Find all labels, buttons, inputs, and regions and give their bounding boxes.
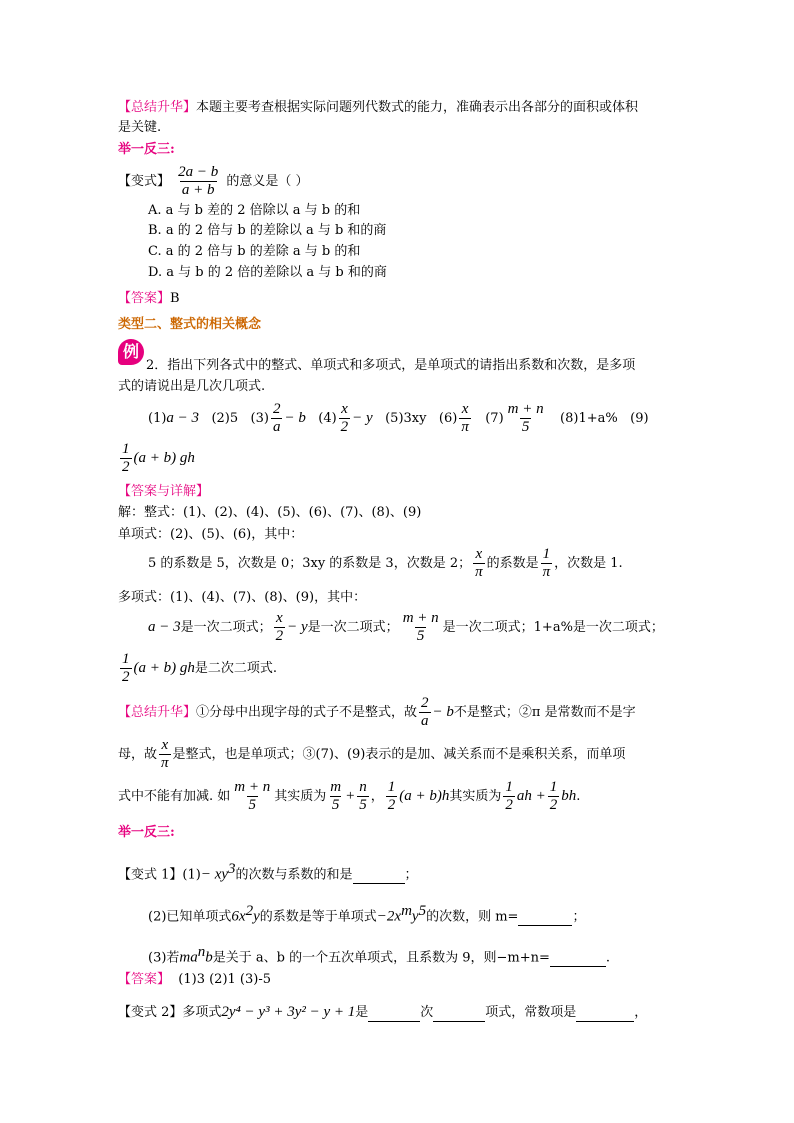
variant1-q3-text-b: 是关于 a、b 的一个五次单项式，且系数为 9，则−m+n= bbox=[212, 950, 550, 966]
item-1-index: (1) bbox=[148, 411, 167, 426]
sol-l5-frac: $\frac{x}{2}$ bbox=[275, 610, 284, 644]
summary2-t2a: 母，故 bbox=[118, 747, 158, 762]
variant1-q1-end: ； bbox=[404, 867, 418, 883]
variant-fraction: $\frac{2a - b}{a + b}$ bbox=[178, 164, 219, 198]
variant-question bbox=[118, 164, 309, 199]
summary2-t3g: ah + bbox=[516, 788, 546, 804]
variant1-q2 bbox=[148, 902, 585, 926]
summary-label: 【总结升华】 bbox=[118, 100, 197, 115]
variant2-text-a: 多项式 bbox=[182, 1005, 222, 1020]
summary2-frac8: $\frac{1}{2}$ bbox=[549, 779, 558, 813]
sol-l5-tail: − y bbox=[287, 619, 308, 635]
variant1-answer bbox=[118, 971, 271, 989]
option-a: A. a 与 b 差的 2 倍除以 a 与 b 的和 bbox=[148, 203, 361, 218]
item-9-index: (9) bbox=[630, 411, 649, 426]
summary2-frac4: $\frac{m}{5}$ bbox=[330, 779, 342, 813]
sol-l5-expr: a − 3 bbox=[148, 619, 181, 635]
summary2-frac2: $\frac{x}{\pi}$ bbox=[161, 737, 169, 771]
variant1-q1-index: (1) bbox=[182, 867, 201, 883]
option-b: B. a 的 2 倍与 b 的差除以 a 与 b 和的商 bbox=[148, 223, 387, 238]
sol-l6-expr: (a + b) gh bbox=[133, 660, 195, 676]
summary2-frac5: $\frac{n}{5}$ bbox=[359, 779, 367, 813]
variant2-text-e: ， bbox=[634, 1005, 648, 1020]
summary2-t3b: 其实质为 bbox=[274, 789, 327, 804]
item-7-index: (7) bbox=[485, 411, 504, 426]
item-6-index: (6) bbox=[438, 411, 458, 426]
item-1-expr: a − 3 bbox=[166, 410, 200, 426]
sol-l3-text-b: 的系数是 bbox=[486, 556, 539, 571]
variant1-q2-sup2: m bbox=[401, 903, 412, 919]
variant2-text-b: 是 bbox=[355, 1005, 369, 1020]
summary2-frac3: $\frac{m + n}{5}$ bbox=[234, 779, 271, 813]
variant2-question bbox=[118, 1003, 647, 1022]
item-4-frac: $\frac{x}{2}$ bbox=[340, 401, 349, 435]
type2-heading: 类型二、整式的相关概念 bbox=[118, 317, 262, 332]
practice-heading-2: 举一反三: bbox=[118, 825, 175, 840]
variant1-q2-expr2: y bbox=[253, 908, 260, 925]
summary2-label: 【总结升华】 bbox=[118, 705, 197, 720]
option-d: D. a 与 b 的 2 倍的差除以 a 与 b 和的商 bbox=[148, 265, 387, 280]
solution-line-5 bbox=[148, 609, 664, 646]
variant1-q2-sup: 2 bbox=[245, 903, 254, 919]
sol-l6-frac: $\frac{1}{2}$ bbox=[122, 651, 130, 685]
answer-value: B bbox=[170, 291, 180, 306]
variant1-q1 bbox=[118, 860, 418, 884]
variant-answer bbox=[118, 290, 180, 308]
variant1-q1-expr: − xy bbox=[200, 866, 229, 883]
summary2-t3f: 其实质为 bbox=[449, 789, 502, 804]
variant-question-text: 的意义是（ ） bbox=[226, 174, 309, 189]
sol-l6-text: 是二次二项式. bbox=[194, 661, 278, 676]
variant2-label: 【变式 2】 bbox=[118, 1005, 183, 1020]
summary-line-1 bbox=[118, 99, 638, 117]
variant1-q3-blank[interactable] bbox=[550, 952, 606, 967]
variant1-q3-expr: ma bbox=[179, 949, 198, 966]
item-8: (8)1+a% bbox=[560, 411, 618, 426]
variant1-q2-text-b: 的系数是等于单项式 bbox=[259, 909, 377, 925]
summary2-line-3 bbox=[118, 778, 580, 815]
summary2-t1: ①分母中出现字母的式子不是整式，故 bbox=[196, 705, 418, 720]
variant1-q2-text: (2)已知单项式 bbox=[148, 909, 232, 925]
solution-line-2: 单项式：(2)、(5)、(6)，其中： bbox=[118, 527, 304, 542]
variant1-q2-expr: 6x bbox=[231, 908, 246, 925]
solution-label: 【答案与详解】 bbox=[118, 484, 210, 499]
variant2-blank-3[interactable] bbox=[576, 1007, 634, 1022]
sol-l5-text-d: 是一次二项式； bbox=[307, 620, 399, 635]
sol-l3-text-c: ，次数是 1. bbox=[554, 556, 623, 571]
problem2-line-1: 2．指出下列各式中的整式、单项式和多项式，是单项式的请指出系数和次数，是多项 bbox=[146, 358, 636, 373]
variant1-answer-label: 【答案】 bbox=[118, 972, 171, 987]
variant1-q2-text-c: 的次数，则 m= bbox=[426, 909, 519, 925]
sol-l3-text: 5 的系数是 5，次数是 0；3xy 的系数是 3，次数是 2； bbox=[148, 556, 472, 571]
item-7-frac: $\frac{m + n}{5}$ bbox=[507, 401, 544, 435]
solution-line-3 bbox=[148, 546, 623, 582]
summary2-line-1 bbox=[118, 694, 636, 731]
item-3-index: (3) bbox=[250, 411, 269, 426]
summary-line-2: 是关键. bbox=[118, 120, 162, 135]
summary2-t1c: 不是整式；②π 是常数而不是字 bbox=[453, 705, 636, 720]
item-3-tail: − b bbox=[284, 410, 306, 426]
variant1-label: 【变式 1】 bbox=[118, 867, 183, 883]
variant1-q2-sup3: 5 bbox=[418, 903, 427, 919]
sol-l5-frac2: $\frac{m + n}{5}$ bbox=[402, 610, 439, 644]
variant1-q1-text: 的次数与系数的和是 bbox=[235, 867, 353, 883]
variant1-answer-value: (1)3 (2)1 (3)-5 bbox=[178, 972, 271, 987]
summary2-t3d: ， bbox=[370, 789, 384, 804]
sol-l5-text: 是一次二项式； bbox=[180, 620, 272, 635]
variant2-blank-1[interactable] bbox=[368, 1007, 420, 1022]
summary2-t3a: 式中不能有加减. 如 bbox=[118, 789, 231, 804]
variant1-q3-expr2: b bbox=[205, 949, 213, 966]
variant2-text-c: 次 bbox=[420, 1005, 434, 1020]
variant1-q2-end: ； bbox=[572, 909, 586, 925]
item-3-frac: $\frac{2}{a}$ bbox=[272, 401, 281, 435]
solution-line-1: 解：整式：(1)、(2)、(4)、(5)、(6)、(7)、(8)、(9) bbox=[118, 505, 422, 520]
example-badge: 例 bbox=[118, 339, 144, 365]
item-5: (5)3xy bbox=[385, 411, 427, 426]
summary2-t1b: − b bbox=[432, 704, 454, 720]
summary-text: 本题主要考查根据实际问题列代数式的能力，准确表示出各部分的面积或体积 bbox=[196, 100, 639, 115]
variant1-q1-blank[interactable] bbox=[353, 869, 405, 884]
variant1-q2-blank[interactable] bbox=[518, 911, 572, 926]
item-4-index: (4) bbox=[318, 411, 337, 426]
solution-line-6 bbox=[118, 650, 277, 687]
summary2-frac6: $\frac{1}{2}$ bbox=[387, 779, 396, 813]
summary2-t3i: . bbox=[576, 789, 581, 804]
sol-l5-text-e: 是一次二项式；1+a%是一次二项式； bbox=[442, 620, 664, 635]
summary2-line-2 bbox=[118, 737, 625, 773]
item-6-frac: $\frac{x}{\pi}$ bbox=[461, 401, 469, 435]
option-c: C. a 的 2 倍与 b 的差除 a 与 b 的和 bbox=[148, 244, 361, 259]
summary2-t2b: 是整式，也是单项式；③(7)、(9)表示的是加、减关系而不是乘积关系，而单项 bbox=[172, 747, 626, 762]
item-9-tail: (a + b) gh bbox=[133, 450, 195, 466]
summary2-t3h: bh bbox=[561, 788, 577, 804]
item-4-tail: − y bbox=[352, 410, 373, 426]
variant-label: 【变式】 bbox=[118, 174, 171, 189]
problem2-items bbox=[148, 398, 649, 439]
summary2-plus: + bbox=[345, 788, 356, 804]
variant1-q3 bbox=[148, 943, 610, 967]
item-9-expr bbox=[118, 440, 195, 477]
variant2-expr: 2y⁴ − y³ + 3y² − y + 1 bbox=[221, 1004, 356, 1020]
summary2-frac7: $\frac{1}{2}$ bbox=[505, 779, 513, 813]
sol-l3-frac: $\frac{x}{\pi}$ bbox=[475, 546, 483, 580]
sol-l3-frac2: $\frac{1}{\pi}$ bbox=[542, 546, 551, 580]
summary2-frac1: $\frac{2}{a}$ bbox=[421, 695, 429, 729]
practice-heading: 举一反三: bbox=[118, 142, 175, 157]
problem2-line-2: 式的请说出是几次几项式. bbox=[118, 379, 266, 394]
summary2-t3e: (a + b)h bbox=[399, 788, 450, 804]
variant1-q1-sup: 3 bbox=[228, 861, 236, 877]
variant2-blank-2[interactable] bbox=[433, 1007, 485, 1022]
variant2-text-d: 项式，常数项是 bbox=[485, 1005, 577, 1020]
variant1-q2-expr4: y bbox=[411, 908, 419, 925]
variant1-q3-end: . bbox=[605, 950, 611, 966]
variant1-q3-text: (3)若 bbox=[148, 950, 180, 966]
item-2: (2)5 bbox=[211, 411, 239, 426]
solution-line-4: 多项式：(1)、(4)、(7)、(8)、(9)，其中： bbox=[118, 590, 367, 605]
variant1-q2-expr3: −2x bbox=[376, 908, 402, 925]
answer-label: 【答案】 bbox=[118, 291, 171, 306]
item-9-frac: $\frac{1}{2}$ bbox=[122, 441, 130, 475]
variant1-q3-sup: n bbox=[197, 944, 206, 960]
